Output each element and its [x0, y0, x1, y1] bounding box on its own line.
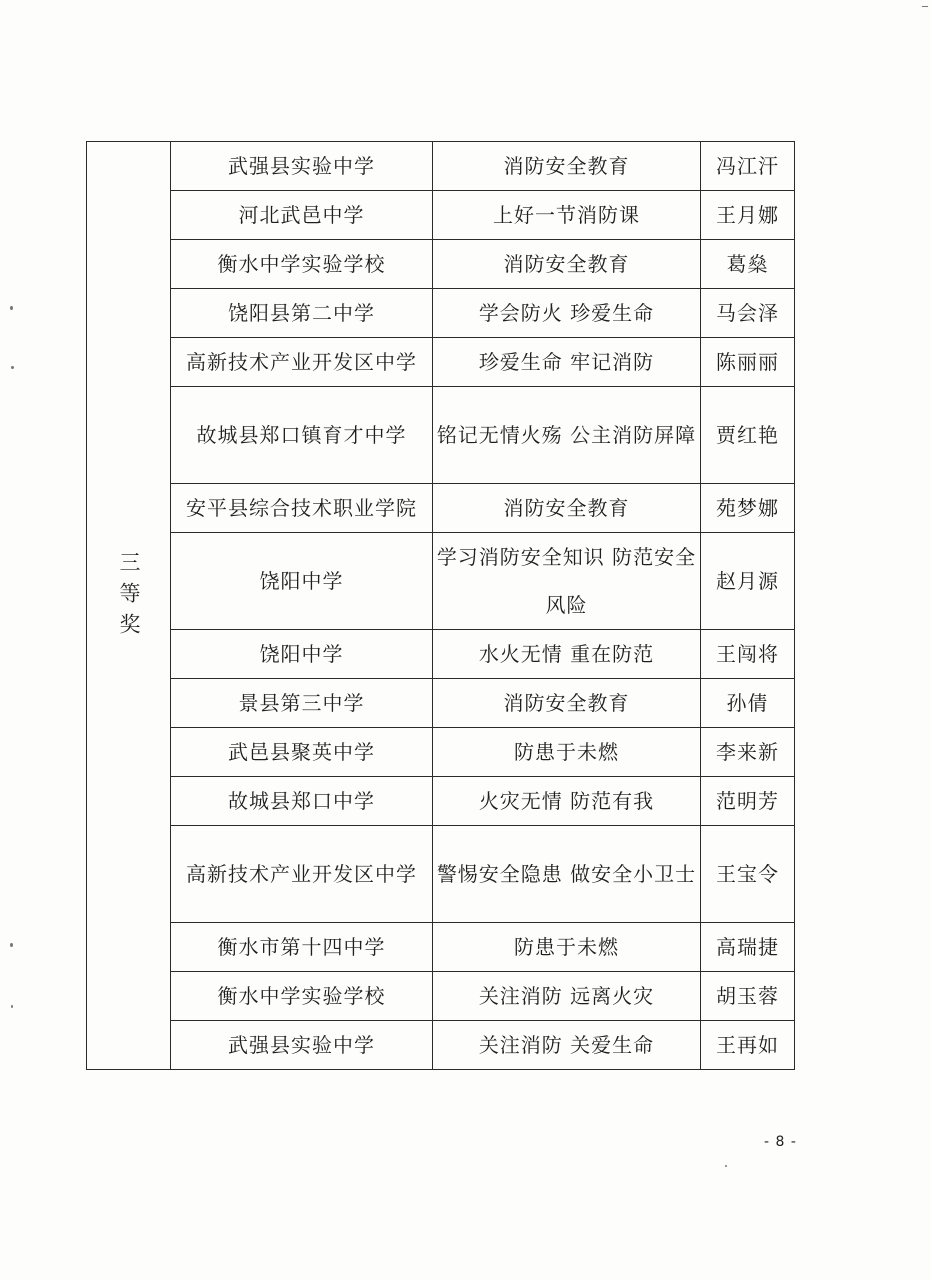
topic-cell: 防患于未燃: [433, 923, 701, 972]
teacher-name-cell: 贾红艳: [701, 387, 795, 484]
school-cell: 衡水中学实验学校: [171, 240, 433, 289]
school-cell: 景县第三中学: [171, 679, 433, 728]
table-row: [87, 484, 795, 533]
school-cell: 饶阳中学: [171, 630, 433, 679]
teacher-name-cell: 王宝令: [701, 826, 795, 923]
table-row: [87, 679, 795, 728]
topic-cell: 消防安全教育: [433, 240, 701, 289]
table-row: [87, 1021, 795, 1070]
table-row: [87, 191, 795, 240]
topic-cell: 铭记无情火殇 公主消防屏障: [433, 387, 701, 484]
teacher-name-cell: 李来新: [701, 728, 795, 777]
teacher-name-cell: 王再如: [701, 1021, 795, 1070]
teacher-name-cell: 王闯将: [701, 630, 795, 679]
topic-cell: 学会防火 珍爱生命: [433, 289, 701, 338]
topic-cell: 学习消防安全知识 防范安全风险: [433, 533, 701, 630]
scan-speck: [10, 306, 13, 310]
teacher-name-cell: 赵月源: [701, 533, 795, 630]
scan-speck: [922, 6, 928, 7]
topic-cell: 消防安全教育: [433, 142, 701, 191]
scan-speck: [11, 366, 14, 369]
teacher-name-cell: 孙倩: [701, 679, 795, 728]
school-cell: 故城县郑口中学: [171, 777, 433, 826]
topic-cell: 防患于未燃: [433, 728, 701, 777]
teacher-name-cell: 苑梦娜: [701, 484, 795, 533]
scan-speck: [10, 943, 13, 947]
school-cell: 故城县郑口镇育才中学: [171, 387, 433, 484]
table-row: [87, 289, 795, 338]
page-number: - 8 -: [764, 1134, 797, 1150]
table-row: [87, 972, 795, 1021]
topic-cell: 消防安全教育: [433, 679, 701, 728]
school-cell: 武强县实验中学: [171, 1021, 433, 1070]
table-row: [87, 142, 795, 191]
table-row: [87, 923, 795, 972]
teacher-name-cell: 胡玉蓉: [701, 972, 795, 1021]
school-cell: 安平县综合技术职业学院: [171, 484, 433, 533]
topic-cell: 关注消防 关爱生命: [433, 1021, 701, 1070]
school-cell: 衡水中学实验学校: [171, 972, 433, 1021]
table-row: [87, 387, 795, 484]
topic-cell: 火灾无情 防范有我: [433, 777, 701, 826]
award-table: [86, 141, 795, 1070]
school-cell: 高新技术产业开发区中学: [171, 826, 433, 923]
table-row: [87, 533, 795, 630]
table-row: [87, 826, 795, 923]
school-cell: 衡水市第十四中学: [171, 923, 433, 972]
topic-cell: 水火无情 重在防范: [433, 630, 701, 679]
award-category: 三等奖: [117, 550, 141, 644]
table-row: [87, 777, 795, 826]
table-row: [87, 630, 795, 679]
table-row: [87, 338, 795, 387]
school-cell: 饶阳中学: [171, 533, 433, 630]
teacher-name-cell: 陈丽丽: [701, 338, 795, 387]
teacher-name-cell: 高瑞捷: [701, 923, 795, 972]
school-cell: 武邑县聚英中学: [171, 728, 433, 777]
topic-cell: 消防安全教育: [433, 484, 701, 533]
award-category-cell: [87, 142, 171, 1070]
scan-speck: [11, 1005, 13, 1008]
teacher-name-cell: 王月娜: [701, 191, 795, 240]
school-cell: 武强县实验中学: [171, 142, 433, 191]
scan-speck: [725, 1165, 727, 1167]
school-cell: 饶阳县第二中学: [171, 289, 433, 338]
topic-cell: 珍爱生命 牢记消防: [433, 338, 701, 387]
teacher-name-cell: 葛燊: [701, 240, 795, 289]
teacher-name-cell: 马会泽: [701, 289, 795, 338]
topic-cell: 警惕安全隐患 做安全小卫士: [433, 826, 701, 923]
teacher-name-cell: 范明芳: [701, 777, 795, 826]
table-row: [87, 240, 795, 289]
table-row: [87, 728, 795, 777]
topic-cell: 关注消防 远离火灾: [433, 972, 701, 1021]
school-cell: 高新技术产业开发区中学: [171, 338, 433, 387]
teacher-name-cell: 冯江汗: [701, 142, 795, 191]
topic-cell: 上好一节消防课: [433, 191, 701, 240]
school-cell: 河北武邑中学: [171, 191, 433, 240]
